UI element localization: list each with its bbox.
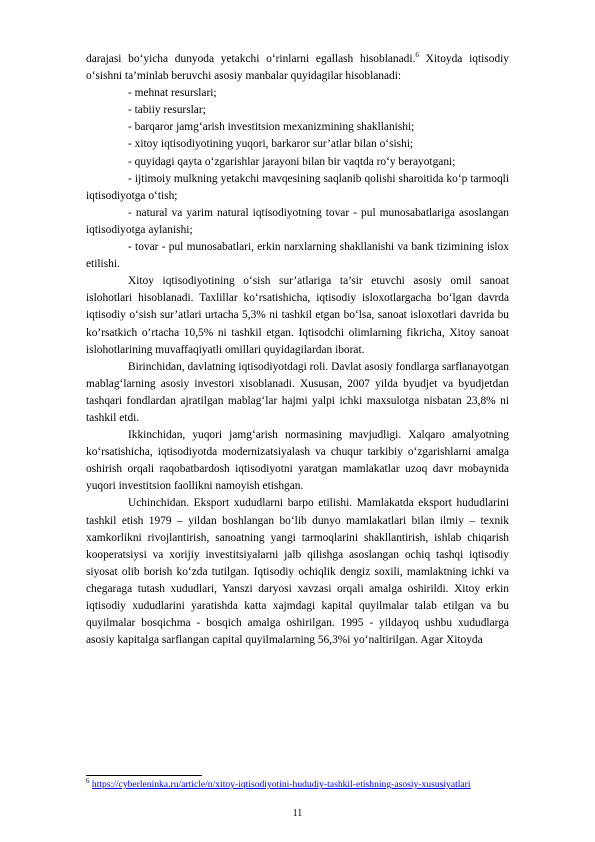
list-item: - tabiiy resurslar; — [128, 104, 206, 117]
footnote-divider — [86, 775, 202, 776]
paragraph: Ikkinchidan, yuqori jamg‘arish normasining mavjudligi. Xalqaro amalyotning ko‘rsatishicha, iqtisodiyotda modernizatsiyalash va chuqur tarkibiy o‘zgarishlarni amalga oshirish orqali raqobatbardosh iqtisodiyotni yaratgan mamlakatlar uzoq davr mobaynida yuqori investitsion faollikni namoyish etishgan. — [86, 429, 509, 493]
list-item: - xitoy iqtisodiyotining yuqori, barkaror sur’atlar bilan o‘sishi; — [128, 138, 414, 151]
list-item: - mehnat resurslari; — [128, 87, 217, 100]
list-item: - barqaror jamg‘arish investitsion mexanizmining shakllanishi; — [128, 121, 415, 134]
footnote — [86, 778, 509, 791]
paragraph: Xitoy iqtisodiyotining o‘sish sur’atlariga ta’sir etuvchi asosiy omil sanoat islohotlari hisoblanadi. Taxlillar ko‘rsatishicha, iqtisodiy isloxotlargacha bo‘lgan davrda iqtisodiy o‘sish sur’atlari urtacha 5,3% ni tashkil etgan bo‘lsa, sanoat isloxotlari davrida bu ko’rsatkich o’rtacha 10,5% ni tashkil etgan. Iqtisodchi olimlarning fikricha, Xitoy sanoat islohotlarining muvaffaqiyatli omillari quyidagilardan iborat. — [86, 275, 509, 356]
footnote-link[interactable]: https://cyberleninka.ru/article/n/xitoy-iqtisodiyotini-hududiy-tashkil-etishning-asosiy-xususiyatlari — [91, 779, 471, 790]
footnote-number: 6 — [86, 776, 90, 785]
list-item: - tovar - pul munosabatlari, erkin narxlarning shakllanishi va bank tizimining islox etilishi. — [86, 241, 509, 271]
paragraph: Birinchidan, davlatning iqtisodiyotdagi roli. Davlat asosiy fondlarga sarflanayotgan mablag‘larning asosiy investori xisoblanadi. Xususan, 2007 yilda byudjet va byudjetdan tashqari fondlardan ajratilgan mablag‘lar hajmi yalpi ichki maxsulotga nisbatan 23,8% ni tashkil etdi. — [86, 360, 509, 424]
paragraph: Uchinchidan. Eksport xududlarni barpo etilishi. Mamlakatda eksport hududlarini tashkil etish 1979 – yildan boshlangan bo‘lib dunyo mamlakatlari bilan ilmiy – texnik xamkorlikni rivojlantirish, sanoatning yangi tarmoqlarini shakllantirish, ishlab chiqarish kooperatsiysi va xorijiy investitsiyalarni jalb qilishga asoslangan ochiq tashqi iqtisodiy siyosat olib borish ko‘zda tutilgan. Iqtisodiy ochiqlik dengiz soxili, mamlaktning ichki va chegaraga tutash xududlari, Yanszi daryosi xavzasi orqali amalga oshirildi. Xitoy erkin iqtisodiy xududlarini yaratishda katta xajmdagi kapital quyilmalar talab etilgan va bu quyilmalar bosqichma - bosqich amalga oshirilgan. 1995 - yildayoq ushbu xududlarga asosiy kapitalga sarflangan capital quyilmalarning 56,3%i yo‘naltirilgan. Agar Xitoyda — [86, 497, 509, 647]
list-item: - quyidagi qayta o‘zgarishlar jarayoni bilan bir vaqtda ro‘y berayotgani; — [128, 155, 456, 168]
body-text — [86, 51, 509, 649]
paragraph-text: darajasi bo‘yicha dunyoda yetakchi o‘rinlarni egallash hisoblanadi. — [86, 53, 416, 65]
paragraph-text: Xitoyda iqtisodiy o‘sishni ta’minlab beruvchi asosiy manbalar quyidagilar hisoblanadi: — [86, 53, 509, 83]
footnote-ref[interactable]: 6 — [415, 51, 419, 60]
paragraph-1 — [86, 51, 509, 85]
page-number: 11 — [292, 808, 303, 819]
list-item: - natural va yarim natural iqtisodiyotning tovar - pul munosabatlariga asoslangan iqtisodiyotga aylanishi; — [86, 206, 509, 236]
list-item: - ijtimoiy mulkning yetakchi mavqesining saqlanib qolishi sharoitida ko‘p tarmoqli iqtisodiyotga o‘tish; — [86, 172, 509, 202]
